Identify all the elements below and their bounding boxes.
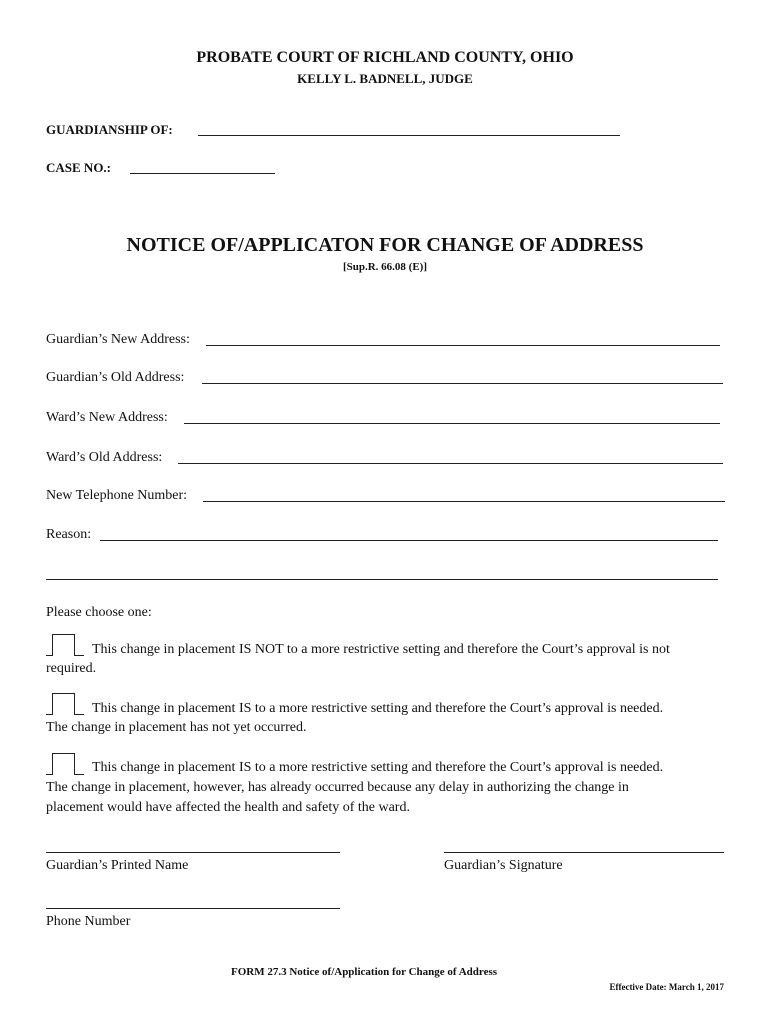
new-telephone-field[interactable] [203,501,725,502]
guardian-new-address-label: Guardian’s New Address: [46,332,190,347]
effective-date: Effective Date: March 1, 2017 [609,982,724,992]
case-no-field[interactable] [130,173,275,174]
signature-label: Guardian’s Signature [444,858,563,873]
guardianship-label: GUARDIANSHIP OF: [46,122,173,137]
option-3-checkbox[interactable] [52,753,75,775]
reason-field[interactable] [100,540,718,541]
case-no-label: CASE NO.: [46,160,112,175]
option-1-text: This change in placement IS NOT to a more restrictive setting and therefore the Court’s approval is not [92,642,670,657]
option-2-checkbox[interactable] [52,693,75,715]
judge-name: KELLY L. BADNELL, JUDGE [297,71,473,86]
new-telephone-label: New Telephone Number: [46,488,188,503]
printed-name-label: Guardian’s Printed Name [46,858,189,873]
reason-label: Reason: [46,527,92,542]
phone-number-field[interactable] [46,908,340,909]
guardian-new-address-field[interactable] [206,345,720,346]
reason-field-line-2[interactable] [46,579,718,580]
ward-new-address-label: Ward’s New Address: [46,410,168,425]
choose-one-label: Please choose one: [46,605,152,620]
option-3-text-cont-2: placement would have affected the health and safety of the ward. [46,800,410,815]
signature-field[interactable] [444,852,724,853]
ward-old-address-field[interactable] [178,463,723,464]
guardian-old-address-field[interactable] [202,383,723,384]
option-2-text: This change in placement IS to a more restrictive setting and therefore the Court’s approval is needed. [92,701,664,716]
printed-name-field[interactable] [46,852,340,853]
guardianship-field[interactable] [198,135,620,136]
option-3-text: This change in placement IS to a more restrictive setting and therefore the Court’s approval is needed. [92,760,664,775]
ward-old-address-label: Ward’s Old Address: [46,450,163,465]
option-1-checkbox[interactable] [52,634,75,656]
option-2-text-cont: The change in placement has not yet occurred. [46,720,307,735]
guardian-old-address-label: Guardian’s Old Address: [46,370,185,385]
form-footer: FORM 27.3 Notice of/Application for Change of Address [231,966,498,978]
option-3-text-cont: The change in placement, however, has already occurred because any delay in authorizing the change in [46,780,629,795]
phone-number-label: Phone Number [46,914,131,929]
court-name: PROBATE COURT OF RICHLAND COUNTY, OHIO [196,49,574,66]
ward-new-address-field[interactable] [184,423,720,424]
rule-reference: [Sup.R. 66.08 (E)] [342,261,428,273]
option-1-text-cont: required. [46,661,97,676]
form-title: NOTICE OF/APPLICATON FOR CHANGE OF ADDRESS [126,234,644,256]
